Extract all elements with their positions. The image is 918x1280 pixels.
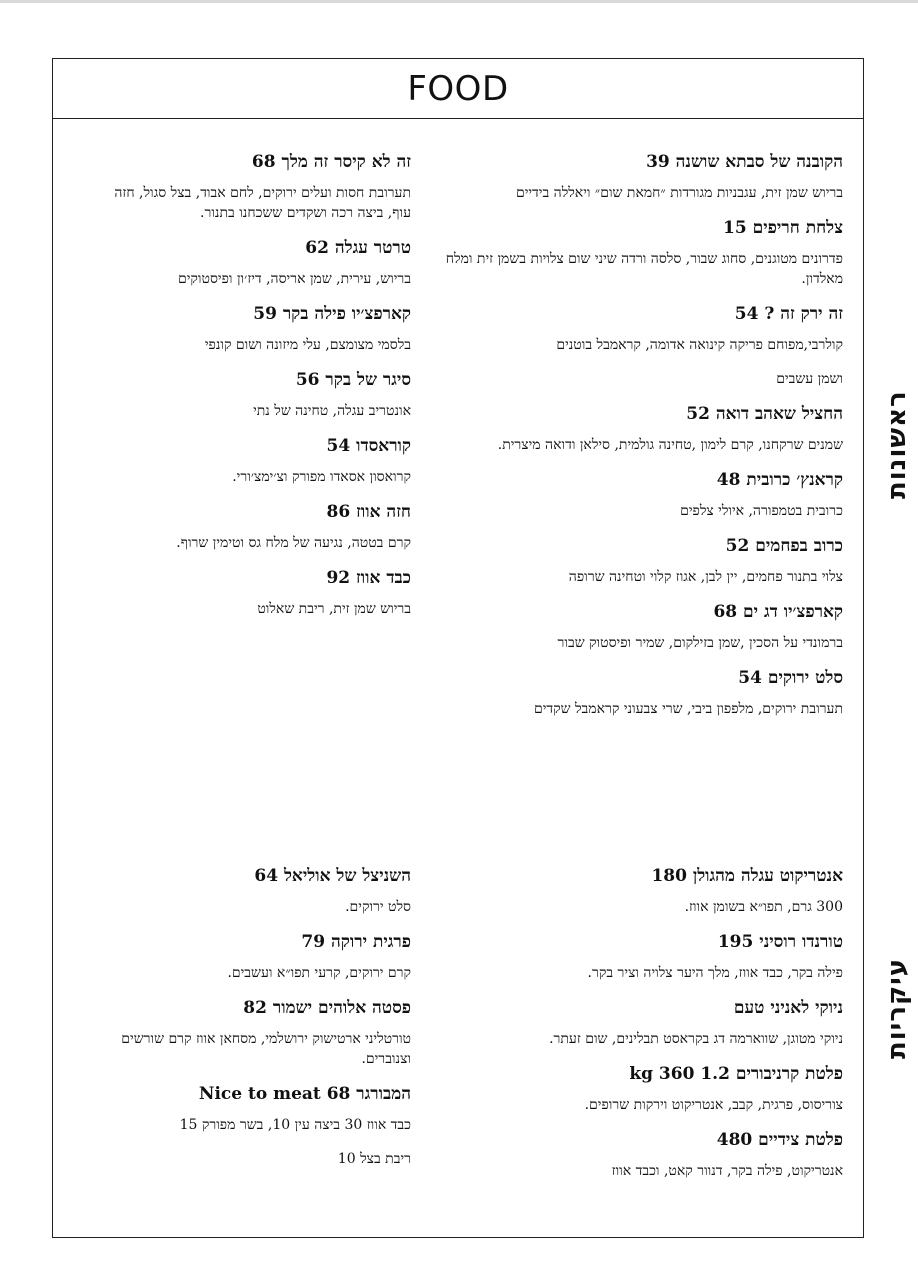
menu-item — [91, 151, 411, 223]
menu-item-name: סיגר של בקר 56 — [295, 370, 411, 390]
first-courses-left-column — [91, 151, 411, 633]
menu-item-name: קראנץ׳ כרובית 48 — [716, 470, 843, 490]
menu-item-description: ריבת בצל 10 — [337, 1151, 411, 1167]
main-courses-left-column — [81, 865, 411, 1183]
menu-item — [81, 1083, 411, 1135]
menu-item — [443, 535, 843, 587]
menu-item-description: אנטריקוט, פילה בקר, דנוור קאט, וכבד אווז — [611, 1163, 843, 1179]
menu-item-description: קרואסון אסאדו מפורק וצ׳ימצ׳ורי. — [232, 469, 411, 485]
menu-item-description: אונטריב עגלה, טחינה של נתי — [253, 403, 411, 419]
title-bar — [53, 59, 863, 119]
menu-item — [81, 865, 411, 917]
menu-item — [91, 567, 411, 619]
menu-item-description: טורטליני ארטישוק ירושלמי, מסחאן אווז קרם שורשים וצנוברים. — [121, 1031, 411, 1067]
menu-item-description: בלסמי מצומצם, עלי מיזונה ושום קונפי — [204, 337, 411, 353]
menu-item-name: חזה אווז 86 — [326, 502, 411, 522]
menu-item-description: 300 גרם, תפו״א בשומן אווז. — [684, 899, 843, 915]
menu-item-name: צלחת חריפים 15 — [723, 218, 843, 238]
menu-item-description: קרם בטטה, נגיעה של מלח גס וטימין שרוף. — [176, 535, 411, 551]
menu-item-description: כרובית בטמפורה, איולי צלפים — [680, 503, 843, 519]
menu-item-name: סלט ירוקים 54 — [738, 668, 843, 688]
menu-item-name: אנטריקוט עגלה מהגולן 180 — [651, 866, 843, 886]
menu-item — [81, 997, 411, 1069]
menu-item-name: פרגית ירוקה 79 — [301, 932, 411, 952]
menu-item-description: קולרבי,מפוחם פריקה קינואה אדומה, קראמבל בוטנים — [556, 337, 843, 353]
menu-item-name: פלטת קרניבורים 1.2 kg 360 — [629, 1064, 843, 1084]
menu-item — [443, 151, 843, 203]
menu-item — [443, 601, 843, 653]
menu-item-name: ניוקי לאניני טעם — [733, 998, 843, 1018]
menu-item — [443, 469, 843, 521]
menu-item — [81, 931, 411, 983]
menu-item — [443, 667, 843, 719]
menu-item-name: קארפצ׳יו פילה בקר 59 — [253, 304, 411, 324]
menu-item — [91, 237, 411, 289]
menu-item-name: קוראסדו 54 — [326, 436, 411, 456]
menu-item-description: פדרונים מטוגנים, סחוג שבור, סלסה ורדה שיני שום צלויות בשמן זית ומלח מאלדון. — [445, 251, 843, 287]
menu-item-description: ושמן עשבים — [776, 371, 843, 387]
menu-item-name: החציל שאהב דואה 52 — [686, 404, 843, 424]
menu-item — [91, 303, 411, 355]
menu-item-name: פלטת צידיים 480 — [716, 1130, 843, 1150]
menu-item-name: טרטר עגלה 62 — [305, 238, 411, 258]
menu-item-description: צוריסוס, פרגית, קבב, אנטריקוט וירקות שרופים. — [584, 1097, 843, 1113]
section-label-first-courses: ראשונות — [882, 390, 912, 499]
menu-item-description: שמנים שרקחנו, קרם לימון ,טחינה גולמית, סילאן ודואה מיצרית. — [497, 437, 843, 453]
menu-item-description: כבד אווז 30 ביצה עין 10, בשר מפורק 15 — [179, 1117, 411, 1133]
menu-item — [443, 303, 843, 355]
menu-item-name: פסטה אלוהים ישמור 82 — [243, 998, 411, 1018]
menu-item-description: בריוש, עירית, שמן אריסה, דיז׳ון ופיסטוקים — [178, 271, 411, 287]
menu-item-name: זה לא קיסר זה מלך 68 — [251, 152, 411, 172]
menu-item-name: קארפצ׳יו דג ים 68 — [713, 602, 843, 622]
section-label-main-courses: עיקריות — [882, 958, 912, 1060]
menu-item-description: קרם ירוקים, קרעי תפו״א ועשבים. — [227, 965, 411, 981]
top-edge-line — [0, 0, 918, 3]
menu-item — [453, 931, 843, 983]
menu-item — [443, 217, 843, 289]
menu-item-description: בריוש שמן זית, ריבת שאלוט — [257, 601, 411, 617]
menu-item-description: ברמונדי על הסכין ,שמן בזילקום, שמיר ופיסטוק שבור — [557, 635, 843, 651]
menu-frame — [52, 58, 864, 1238]
menu-item-name: טורנדו רוסיני 195 — [717, 932, 843, 952]
menu-item — [453, 865, 843, 917]
menu-item — [453, 1129, 843, 1181]
menu-item-description: תערובת חסות ועלים ירוקים, לחם אבוד, בצל סגול, חזה עוף, ביצה רכה ושקדים ששכחנו בתנור. — [114, 185, 411, 221]
menu-item-description: ניוקי מטוגן, שווארמה דג בקראסט תבלינים, שום זעתר. — [549, 1031, 843, 1047]
main-courses-right-column — [453, 865, 843, 1195]
menu-item — [91, 435, 411, 487]
menu-item — [91, 501, 411, 553]
menu-item-description: בריוש שמן זית, עגבניות מגורדות ״חמאת שום״ ויאללה בידיים — [515, 185, 843, 201]
page-title: FOOD — [407, 68, 509, 109]
menu-item-name: השניצל של אוליאל 64 — [254, 866, 411, 886]
menu-item-name: הקובנה של סבתא שושנה 39 — [646, 152, 843, 172]
menu-item — [453, 997, 843, 1049]
menu-item-description: פילה בקר, כבד אווז, מלך היער צלויה וציר בקר. — [587, 965, 843, 981]
first-courses-right-column — [443, 151, 843, 733]
menu-item-name: כרוב בפחמים 52 — [725, 536, 843, 556]
menu-item — [443, 403, 843, 455]
menu-item — [443, 369, 843, 389]
menu-item-description: תערובת ירוקים, מלפפון ביבי, שרי צבעוני קראמבל שקדים — [534, 701, 843, 717]
menu-item-name: המבורגר Nice to meat 68 — [198, 1084, 411, 1104]
menu-item-name: זה ירק זה ? 54 — [734, 304, 843, 324]
menu-item-name: כבד אווז 92 — [326, 568, 411, 588]
menu-item — [91, 369, 411, 421]
menu-item — [81, 1149, 411, 1169]
menu-item-description: צלוי בתנור פחמים, יין לבן, אגוז קלוי וטחינה שרופה — [568, 569, 843, 585]
menu-item — [453, 1063, 843, 1115]
menu-item-description: סלט ירוקים. — [345, 899, 411, 915]
